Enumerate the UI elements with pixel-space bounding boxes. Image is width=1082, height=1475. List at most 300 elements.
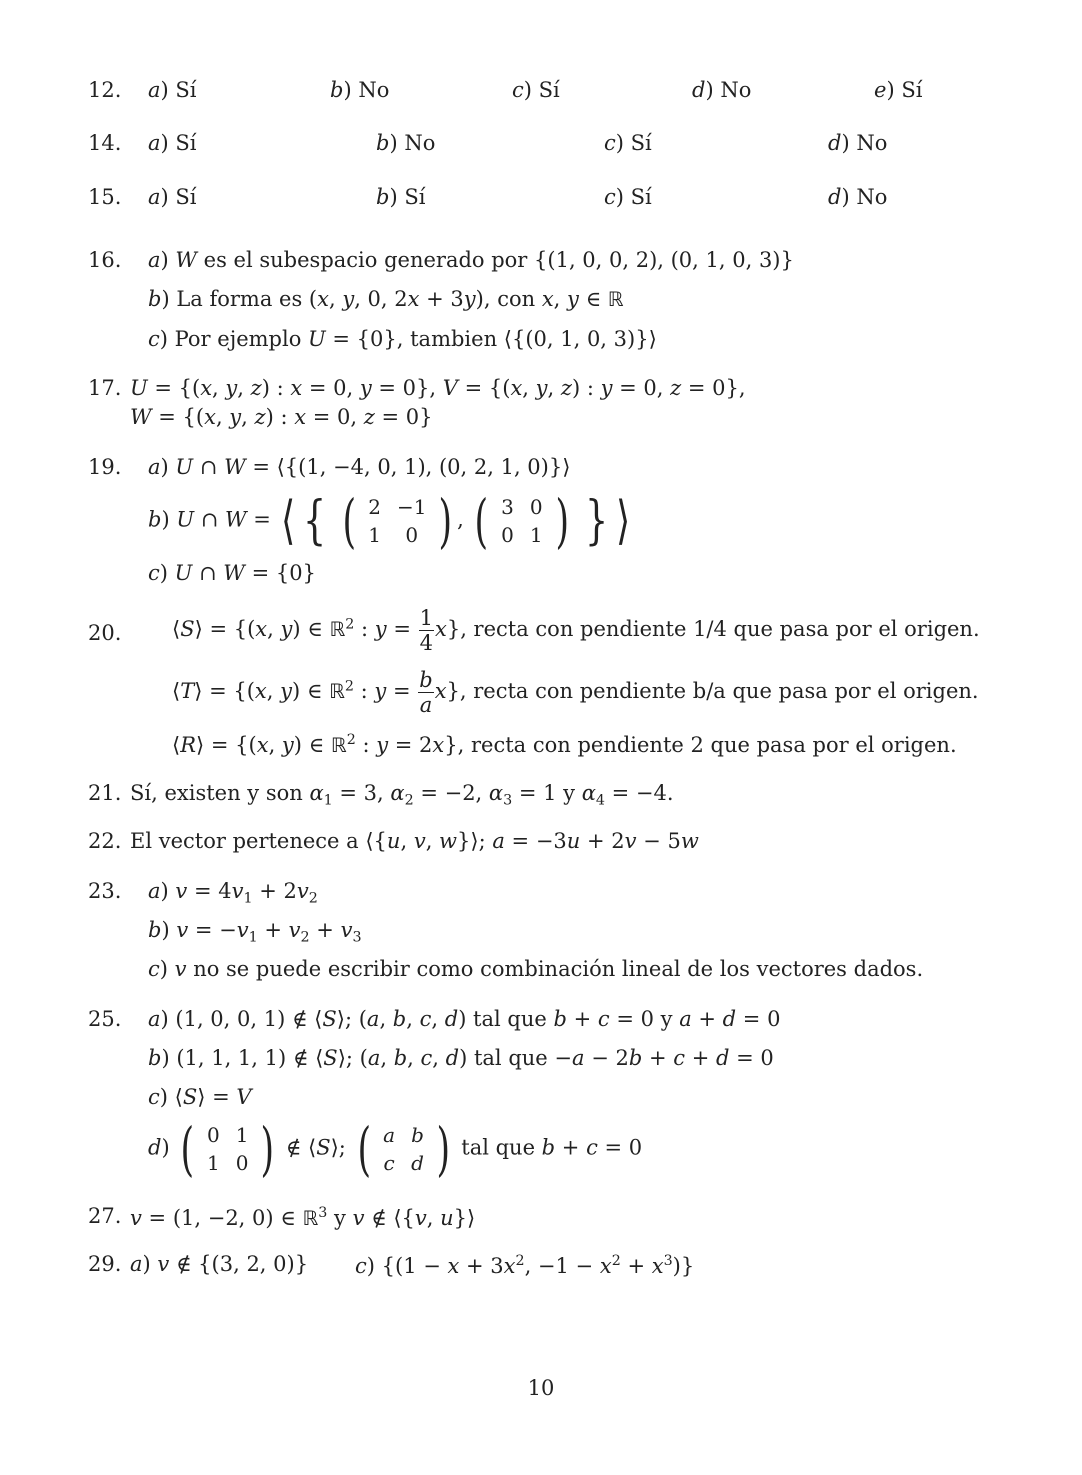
math-symbol: c	[597, 1007, 610, 1031]
math-symbol: z	[250, 376, 262, 400]
text-run: = 1 y	[512, 781, 582, 805]
text-run: ∩	[193, 455, 225, 479]
text-run: ,	[425, 829, 440, 853]
matrix-row	[375, 1121, 432, 1149]
math-symbol: U	[308, 327, 326, 351]
matrix-cell: 1	[368, 523, 381, 547]
math-symbol: v	[414, 1205, 427, 1230]
item-number: 16.	[88, 248, 122, 272]
text-run: }⟩	[453, 1205, 476, 1230]
text-run: = {0}, tambien ⟨{(0, 1, 0, 3)}⟩	[325, 327, 657, 351]
text-run: =	[386, 617, 418, 642]
item-number: 15.	[88, 185, 122, 209]
text-run: ,	[266, 679, 281, 704]
text-run: ) tal que −	[459, 1046, 572, 1070]
math-symbol: a	[148, 1007, 161, 1031]
text-run: = {(	[147, 376, 201, 400]
text-run: + 2	[252, 879, 297, 903]
text-run: ,	[547, 376, 561, 400]
math-symbol: x	[255, 617, 268, 642]
math-symbol: c	[420, 1046, 433, 1070]
paren-right: )	[555, 487, 569, 555]
math-symbol: y	[359, 376, 372, 400]
paren: )	[160, 131, 176, 155]
item-number: 22.	[88, 829, 122, 853]
math-symbol: x	[254, 679, 267, 704]
text-run: ℝ	[607, 287, 624, 311]
text-run: Sí, existen y son	[130, 781, 310, 805]
text-run: :	[353, 679, 375, 704]
math-symbol: v	[352, 1205, 365, 1230]
reals-symbol: ℝ	[329, 617, 346, 642]
text-run: 1	[243, 890, 253, 907]
text-run: ,	[432, 1046, 446, 1070]
math-symbol: z	[560, 376, 572, 400]
text-run: = 0	[736, 1007, 781, 1031]
math-symbol: v	[236, 918, 249, 942]
text-run: )	[160, 455, 176, 479]
answer-23c	[148, 959, 923, 980]
math-symbol: y	[280, 679, 292, 704]
math-symbol: b	[148, 1046, 162, 1070]
matrix-1	[338, 487, 458, 555]
text-run: = −2,	[413, 781, 489, 805]
math-symbol: y	[229, 405, 242, 429]
angle-left: ⟨	[280, 491, 295, 551]
text-run: = {(	[457, 376, 511, 400]
text-run: 2	[308, 890, 318, 907]
text-run: ⟩; (	[337, 1046, 368, 1070]
description: , recta con pendiente b/a que pasa por el origen.	[459, 679, 979, 704]
option-label: b	[376, 131, 390, 155]
option-value: No	[856, 131, 888, 155]
text-run: )	[159, 561, 175, 585]
matrix-cell: 2	[368, 495, 381, 519]
math-symbol: y	[280, 617, 293, 642]
math-symbol: v	[413, 829, 426, 853]
math-symbol: U	[175, 455, 194, 479]
matrix-row	[375, 1149, 432, 1177]
text-run: ,	[400, 829, 414, 853]
text-run: 3	[318, 1205, 328, 1221]
math-symbol: v	[340, 918, 353, 942]
math-symbol: x	[256, 732, 269, 757]
math-symbol: a	[148, 248, 161, 272]
text-run: 2	[300, 929, 310, 946]
matrix-row	[360, 521, 434, 549]
text-run: El vector pertenece a ⟨{	[130, 829, 387, 853]
matrix-cell: 1	[235, 1123, 249, 1147]
math-symbol: U	[174, 561, 193, 585]
text-run: y	[327, 1205, 353, 1230]
text-run: = {0}	[244, 561, 316, 585]
text-run: +	[685, 1046, 716, 1070]
math-symbol: w	[439, 829, 458, 853]
text-run: }	[446, 617, 461, 642]
reals-symbol: ℝ	[330, 732, 347, 757]
text-run: )}	[672, 1253, 695, 1278]
math-symbol: z	[254, 405, 266, 429]
item-number: 23.	[88, 879, 122, 903]
text-run: ) ∈	[292, 679, 330, 704]
matrix-row	[199, 1121, 256, 1149]
math-symbol: V	[442, 376, 458, 400]
matrix-cell: b	[411, 1123, 424, 1147]
matrix-cell: 3	[501, 495, 514, 519]
math-symbol: d	[715, 1046, 730, 1070]
text-run: ) tal que	[458, 1007, 554, 1031]
math-symbol: c	[148, 327, 160, 351]
text-run: ) (1, 1, 1, 1) ∉ ⟨	[161, 1046, 324, 1070]
text-run: }	[444, 732, 458, 757]
brace-right: }	[584, 491, 609, 551]
paren: )	[615, 185, 631, 209]
option-label: e	[874, 78, 887, 102]
text-run: = ⟨{(1, −4, 0, 1), (0, 2, 1, 0)}⟩	[245, 455, 571, 479]
text-run: − 5	[636, 829, 681, 853]
answer-25c	[148, 1087, 252, 1108]
answer-option	[376, 187, 425, 208]
paren-right: )	[438, 487, 453, 555]
text-run: 2	[515, 1253, 525, 1269]
math-symbol: a	[492, 829, 505, 853]
matrix-cell: 0	[235, 1151, 249, 1175]
text-run: = 0,	[306, 405, 364, 429]
paren-right: )	[436, 1115, 451, 1183]
text-run: = 0 y	[609, 1007, 680, 1031]
matrix-row	[493, 521, 550, 549]
math-symbol: x	[541, 287, 554, 311]
math-symbol: y	[342, 287, 355, 311]
numerator: 1	[419, 606, 433, 630]
matrix-2	[353, 1115, 455, 1183]
matrix-2	[470, 487, 573, 555]
math-symbol: v	[174, 957, 187, 981]
option-label: b	[376, 185, 390, 209]
math-symbol: a	[572, 1046, 585, 1070]
math-symbol: a	[679, 1007, 692, 1031]
text-run: ,	[380, 1046, 394, 1070]
answer-17b	[130, 407, 433, 428]
lhs: U	[176, 507, 195, 532]
text-run: = 4	[187, 879, 232, 903]
item-number: 19.	[88, 455, 122, 479]
exponent: 2	[346, 732, 356, 748]
answer-option	[692, 80, 751, 101]
answer-27	[130, 1206, 475, 1229]
text-run: , −1 −	[524, 1253, 600, 1278]
matrix-cell: d	[411, 1151, 424, 1175]
option-label: a	[148, 131, 161, 155]
math-symbol: y	[374, 617, 387, 642]
text-run: :	[354, 617, 375, 642]
text-run: +	[566, 1007, 598, 1031]
denominator: a	[419, 693, 433, 718]
matrix-cell: 0	[529, 495, 543, 519]
matrix-table	[360, 493, 434, 549]
text-run: no se puede escribir como combinación lineal de los vectores dados.	[186, 957, 924, 981]
set-name: R	[180, 732, 197, 757]
text-run: + 3	[459, 1253, 504, 1278]
text-run: ) :	[261, 376, 291, 400]
math-symbol: u	[566, 829, 581, 853]
paren: )	[389, 185, 405, 209]
answer-19b: b) U ∩ W = ⟨ { ( 2 −1 1 0 ) , ( 3 0 0 1 ) } ⟩	[148, 487, 631, 555]
answer-25	[148, 1009, 780, 1030]
paren-right: )	[260, 1115, 275, 1183]
option-value: Sí	[175, 131, 197, 155]
math-symbol: α	[581, 781, 596, 805]
math-symbol: d	[722, 1007, 737, 1031]
item-number: 29.	[88, 1252, 122, 1276]
item-number-20: 20.	[88, 621, 122, 645]
text-run: ), con	[475, 287, 542, 311]
text-run: − 2	[584, 1046, 629, 1070]
math-symbol: v	[231, 879, 244, 903]
item-label: b	[148, 507, 162, 532]
answer-option	[330, 80, 389, 101]
math-symbol: b	[392, 1007, 407, 1031]
text-run: )	[161, 918, 177, 942]
math-symbol: w	[680, 829, 699, 853]
math-symbol: c	[419, 1007, 432, 1031]
math-symbol: y	[225, 376, 238, 400]
text-run: ,	[406, 1007, 420, 1031]
exponent: 2	[345, 616, 355, 633]
math-symbol: x	[447, 1253, 460, 1278]
description: , recta con pendiente 2 que pasa por el origen.	[457, 732, 957, 757]
text-run: ∉ ⟨{	[364, 1205, 415, 1230]
math-symbol: V	[236, 1085, 252, 1109]
text-run: =	[386, 679, 418, 704]
paren-left: (	[357, 1115, 371, 1183]
item-number: 17.	[88, 376, 122, 400]
text-run: ⟩ =	[197, 1085, 237, 1109]
option-value: Sí	[175, 185, 197, 209]
paren: )	[343, 78, 359, 102]
text-run: = {(	[151, 405, 205, 429]
answer-19	[148, 457, 570, 478]
text-run: ,	[553, 287, 568, 311]
paren-left: (	[475, 487, 489, 555]
matrix-cell: c	[383, 1151, 395, 1175]
math-symbol: v	[130, 1205, 142, 1230]
text-run: = −4.	[604, 781, 674, 805]
math-symbol: x	[200, 376, 213, 400]
fraction	[418, 668, 433, 717]
description: , recta con pendiente 1/4 que pasa por el origen.	[460, 617, 980, 642]
text-run: = 0},	[681, 376, 746, 400]
option-label: d	[828, 185, 842, 209]
text-run: ) :	[265, 405, 295, 429]
text-run: +	[691, 1007, 723, 1031]
math-symbol: y	[600, 376, 613, 400]
math-symbol: b	[148, 287, 162, 311]
item-number: 21.	[88, 781, 122, 805]
item-number: 27.	[88, 1204, 122, 1228]
answer-23	[148, 881, 318, 906]
math-symbol: d	[444, 1007, 459, 1031]
answer-option	[828, 187, 887, 208]
text-run: ,	[522, 376, 536, 400]
text-run: = 0},	[371, 376, 443, 400]
text-run: 1	[248, 929, 258, 946]
text-run: 1	[323, 792, 333, 809]
math-symbol: W	[130, 405, 152, 429]
math-symbol: c	[148, 1085, 160, 1109]
paren: )	[705, 78, 721, 102]
text-run: = 0	[729, 1046, 774, 1070]
math-symbol: W	[175, 248, 197, 272]
text-run: 2	[404, 792, 414, 809]
math-symbol: c	[673, 1046, 686, 1070]
option-label: d	[828, 131, 842, 155]
matrix-1	[176, 1115, 279, 1183]
paren: )	[886, 78, 902, 102]
text-run: ∩	[192, 561, 224, 585]
math-symbol: v	[624, 829, 637, 853]
text-run: ,	[241, 405, 255, 429]
math-symbol: u	[386, 829, 401, 853]
text-run: ,	[379, 1007, 393, 1031]
text-run: ) ⟨	[159, 1085, 183, 1109]
paren: )	[389, 131, 405, 155]
answer-22	[130, 831, 699, 852]
math-symbol: y	[281, 732, 294, 757]
paren: )	[615, 131, 631, 155]
math-symbol: z	[363, 405, 375, 429]
fraction	[419, 606, 434, 655]
answer-option	[148, 133, 197, 154]
text-run: ⟨	[172, 617, 181, 642]
text-run: )	[159, 957, 175, 981]
answer-20-t	[172, 668, 979, 717]
text-run: ) ∈	[292, 617, 330, 642]
math-symbol: x	[599, 1253, 612, 1278]
math-symbol: S	[322, 1007, 337, 1031]
option-label: d	[692, 78, 706, 102]
option-label: b	[330, 78, 344, 102]
option-label: c	[604, 131, 616, 155]
text-run: ⟩ = {(	[196, 732, 257, 757]
math-symbol: x	[290, 376, 303, 400]
math-symbol: d	[445, 1046, 460, 1070]
text-run: +	[642, 1046, 674, 1070]
answer-25d: d) ( 0 1 1 0 ) ∉ ⟨S⟩; ( a b c d ) tal que b + c = 0	[148, 1115, 643, 1183]
math-symbol: z	[670, 376, 682, 400]
math-symbol: v	[296, 879, 309, 903]
text-run: = −	[188, 918, 237, 942]
text-run: ,	[237, 376, 251, 400]
text-run: = 0,	[612, 376, 671, 400]
text-run: =	[388, 732, 420, 757]
matrix-cell: 0	[206, 1123, 220, 1147]
text-run: ⟨	[172, 732, 181, 757]
math-symbol: x	[503, 1253, 516, 1278]
text-run: ⟩ = {(	[194, 679, 255, 704]
math-symbol: a	[148, 879, 161, 903]
math-symbol: x	[434, 617, 447, 642]
math-symbol: y	[463, 287, 476, 311]
math-symbol: x	[407, 287, 420, 311]
answer-16	[148, 250, 794, 271]
matrix-cell: 0	[501, 523, 514, 547]
text-run: 3	[503, 792, 513, 809]
answer-16b	[148, 289, 624, 310]
math-symbol: W	[223, 561, 245, 585]
paren: )	[841, 131, 857, 155]
text-run: ,	[267, 617, 281, 642]
math-symbol: v	[176, 918, 189, 942]
set-name: T	[180, 679, 195, 704]
page-number: 10	[527, 1376, 555, 1400]
option-value: Sí	[404, 185, 426, 209]
text-run: ) (1, 0, 0, 1) ∉ ⟨	[160, 1007, 323, 1031]
reals-symbol: ℝ	[329, 679, 345, 704]
paren-left: (	[180, 1115, 195, 1183]
text-run: )	[160, 248, 176, 272]
text-run: + 3	[419, 287, 464, 311]
math-symbol: c	[148, 561, 160, 585]
item-number: 14.	[88, 131, 122, 155]
math-symbol: α	[390, 781, 405, 805]
math-symbol: S	[182, 1085, 198, 1109]
answer-20-r	[172, 733, 957, 756]
math-symbol: y	[535, 376, 548, 400]
math-symbol: U	[130, 376, 148, 400]
option-value: Sí	[630, 185, 652, 209]
text-run: 3	[663, 1253, 673, 1269]
math-symbol: x	[434, 679, 447, 704]
text-run: ∈	[578, 287, 608, 311]
math-symbol: y	[567, 287, 579, 311]
coefficient: 2	[419, 732, 433, 757]
matrix-table	[493, 493, 550, 549]
answer-21	[130, 783, 674, 808]
math-symbol: a	[366, 1007, 380, 1031]
option-label: c	[604, 185, 616, 209]
math-symbol: b	[628, 1046, 643, 1070]
math-symbol: α	[309, 781, 324, 805]
text-run: +	[620, 1253, 652, 1278]
answer-option	[148, 80, 197, 101]
matrix-cell: −1	[396, 495, 427, 519]
matrix-cell: a	[383, 1123, 396, 1147]
matrix-cell: 1	[206, 1151, 220, 1175]
text-run: ∉ {(3, 2, 0)}	[169, 1252, 309, 1276]
answer-option	[512, 80, 560, 101]
text-run: = (1, −2, 0) ∈	[141, 1205, 303, 1230]
answer-option	[604, 133, 652, 154]
text-run: }⟩;	[457, 829, 493, 853]
text-run: +	[257, 918, 289, 942]
math-symbol: x	[651, 1253, 664, 1278]
matrix-row	[493, 493, 550, 521]
text-run: )	[142, 1252, 158, 1276]
text-run: ) {(1 −	[366, 1253, 448, 1278]
math-symbol: v	[288, 918, 301, 942]
matrix-row	[199, 1149, 256, 1177]
text-run: 3	[352, 929, 362, 946]
math-symbol: b	[148, 918, 162, 942]
answer-29c	[355, 1254, 694, 1277]
brace-left: {	[302, 491, 326, 551]
math-symbol: a	[130, 1252, 143, 1276]
text-run: ℝ	[302, 1205, 319, 1230]
text-run: ) :	[571, 376, 601, 400]
math-symbol: y	[374, 679, 387, 704]
item-number: 12.	[88, 78, 122, 102]
